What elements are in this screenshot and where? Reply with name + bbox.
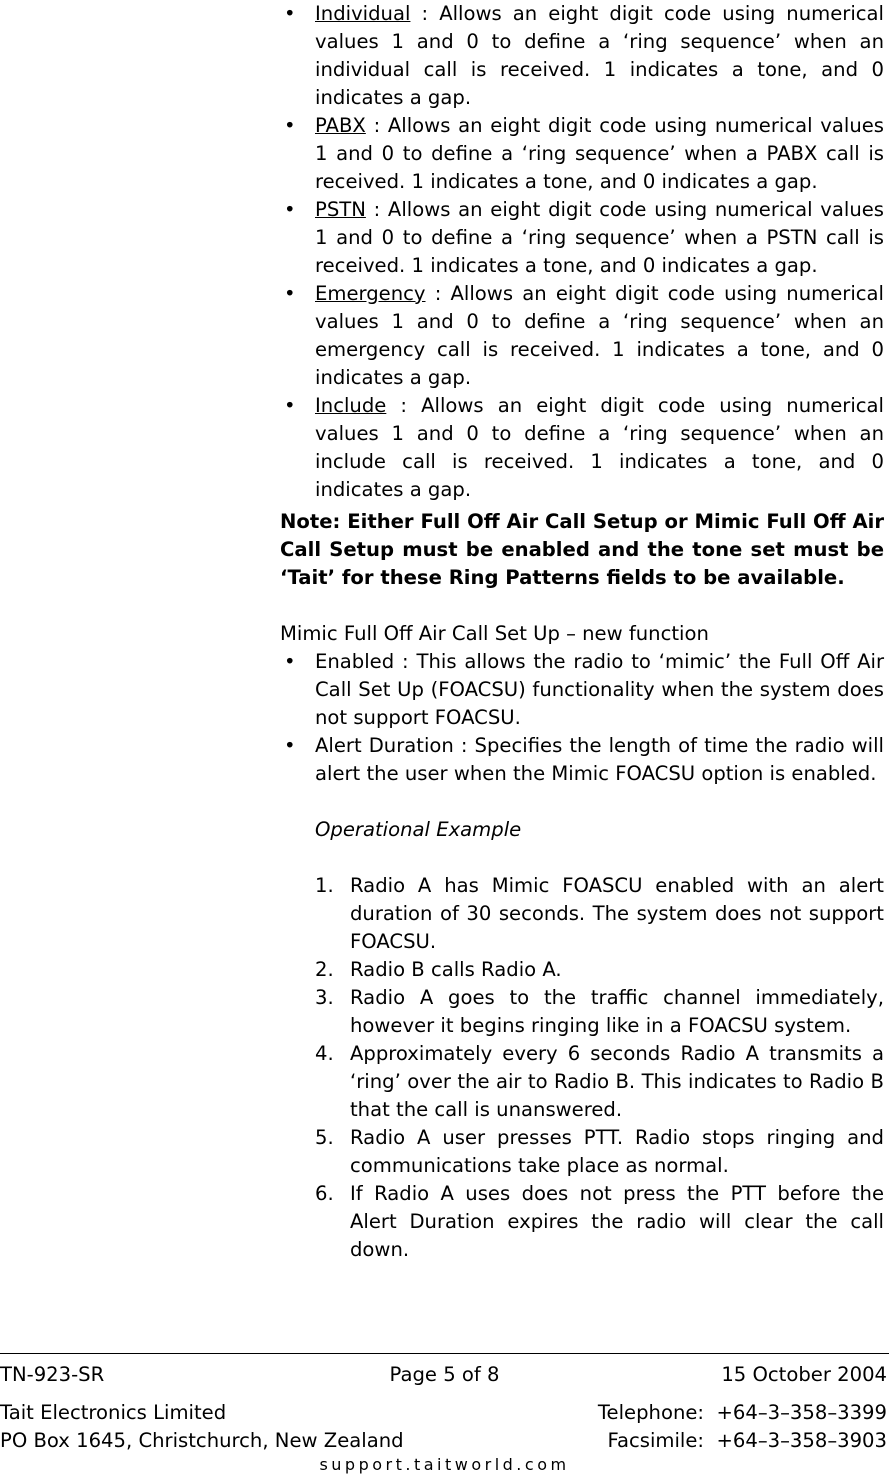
bullet-individual [280, 0, 884, 112]
bullet-emergency [280, 280, 884, 392]
telephone-label: Telephone: [597, 1401, 705, 1424]
step-3 [280, 984, 884, 1040]
footer-page-number: Page 5 of 8 [389, 1363, 500, 1386]
bullet-pabx [280, 112, 884, 196]
note: Note: Either Full Off Air Call Setup or Mimic Full Off Air Call Setup must be enabled and the tone set must be ‘Tait’ for these Ring Patterns fields to be available. [280, 510, 884, 589]
step-2 [280, 956, 884, 984]
telephone-number: +64–3–358–3399 [716, 1401, 887, 1424]
footer-doc-id: TN-923-SR [0, 1363, 105, 1386]
bullet-term: Emergency [315, 282, 426, 305]
footer-company: Tait Electronics Limited [0, 1401, 227, 1424]
bullet-text: : Allows an eight digit code using numerical values 1 and 0 to define a ‘ring sequence’ when an emergency call is received. 1 indicates a tone, and 0 indicates a gap. [315, 282, 884, 389]
bullet-text: : Allows an eight digit code using numerical values 1 and 0 to define a ‘ring sequence’ when a PSTN call is received. 1 indicates a tone, and 0 indicates a gap. [315, 198, 884, 277]
mimic-bullet-alert-duration: • Alert Duration : Specifies the length of time the radio will alert the user when the Mimic FOACSU option is enabled. [280, 732, 884, 788]
bullet-text: : Allows an eight digit code using numerical values 1 and 0 to define a ‘ring sequence’ when a PABX call is received. 1 indicates a tone, and 0 indicates a gap. [315, 114, 884, 193]
step-text: Radio B calls Radio A. [350, 958, 562, 981]
facsimile-number: +64–3–358–3903 [716, 1429, 887, 1452]
mimic-heading: Mimic Full Off Air Call Set Up – new function [280, 622, 709, 645]
step-number: 6. [315, 1182, 334, 1205]
footer-date: 15 October 2004 [721, 1363, 887, 1386]
bullet-pstn [280, 196, 884, 280]
step-text: Radio A user presses PTT. Radio stops ringing and communications take place as normal. [350, 1126, 884, 1177]
step-number: 2. [315, 958, 334, 981]
step-text: Radio A has Mimic FOASCU enabled with an alert duration of 30 seconds. The system does not support FOACSU. [350, 874, 884, 953]
bullet-term: Include [315, 394, 387, 417]
footer-divider [0, 1353, 889, 1354]
example-heading: Operational Example [315, 818, 522, 841]
step-5 [280, 1124, 884, 1180]
bullet-text: : Allows an eight digit code using numerical values 1 and 0 to define a ‘ring sequence’ when an include call is received. 1 indicates a tone, and 0 indicates a gap. [315, 394, 884, 501]
step-number: 5. [315, 1126, 334, 1149]
bullet-term: PSTN [315, 198, 366, 221]
step-6 [280, 1180, 884, 1264]
bullet-include [280, 392, 884, 504]
step-text: Approximately every 6 seconds Radio A transmits a ‘ring’ over the air to Radio B. This indicates to Radio B that the call is unanswered. [350, 1042, 884, 1121]
step-text: If Radio A uses does not press the PTT before the Alert Duration expires the radio will clear the call down. [350, 1182, 884, 1261]
bullet-term: Individual [315, 2, 411, 25]
step-1 [280, 872, 884, 956]
step-text: Radio A goes to the traffic channel immediately, however it begins ringing like in a FOACSU system. [350, 986, 884, 1037]
step-number: 3. [315, 986, 334, 1009]
step-number: 4. [315, 1042, 334, 1065]
facsimile-label: Facsimile: [607, 1429, 705, 1452]
step-4 [280, 1040, 884, 1124]
mimic-bullet-enabled: • Enabled : This allows the radio to ‘mimic’ the Full Off Air Call Set Up (FOACSU) functionality when the system does not support FOACSU. [280, 648, 884, 732]
step-number: 1. [315, 874, 334, 897]
footer-website[interactable]: support.taitworld.com [319, 1455, 570, 1474]
footer-address: PO Box 1645, Christchurch, New Zealand [0, 1429, 404, 1452]
bullet-term: PABX [315, 114, 366, 137]
page-content [280, 0, 884, 1264]
footer-telephone [590, 1399, 887, 1427]
bullet-text: : Allows an eight digit code using numerical values 1 and 0 to define a ‘ring sequence’ when an individual call is received. 1 indicates a tone, and 0 indicates a gap. [315, 2, 884, 109]
